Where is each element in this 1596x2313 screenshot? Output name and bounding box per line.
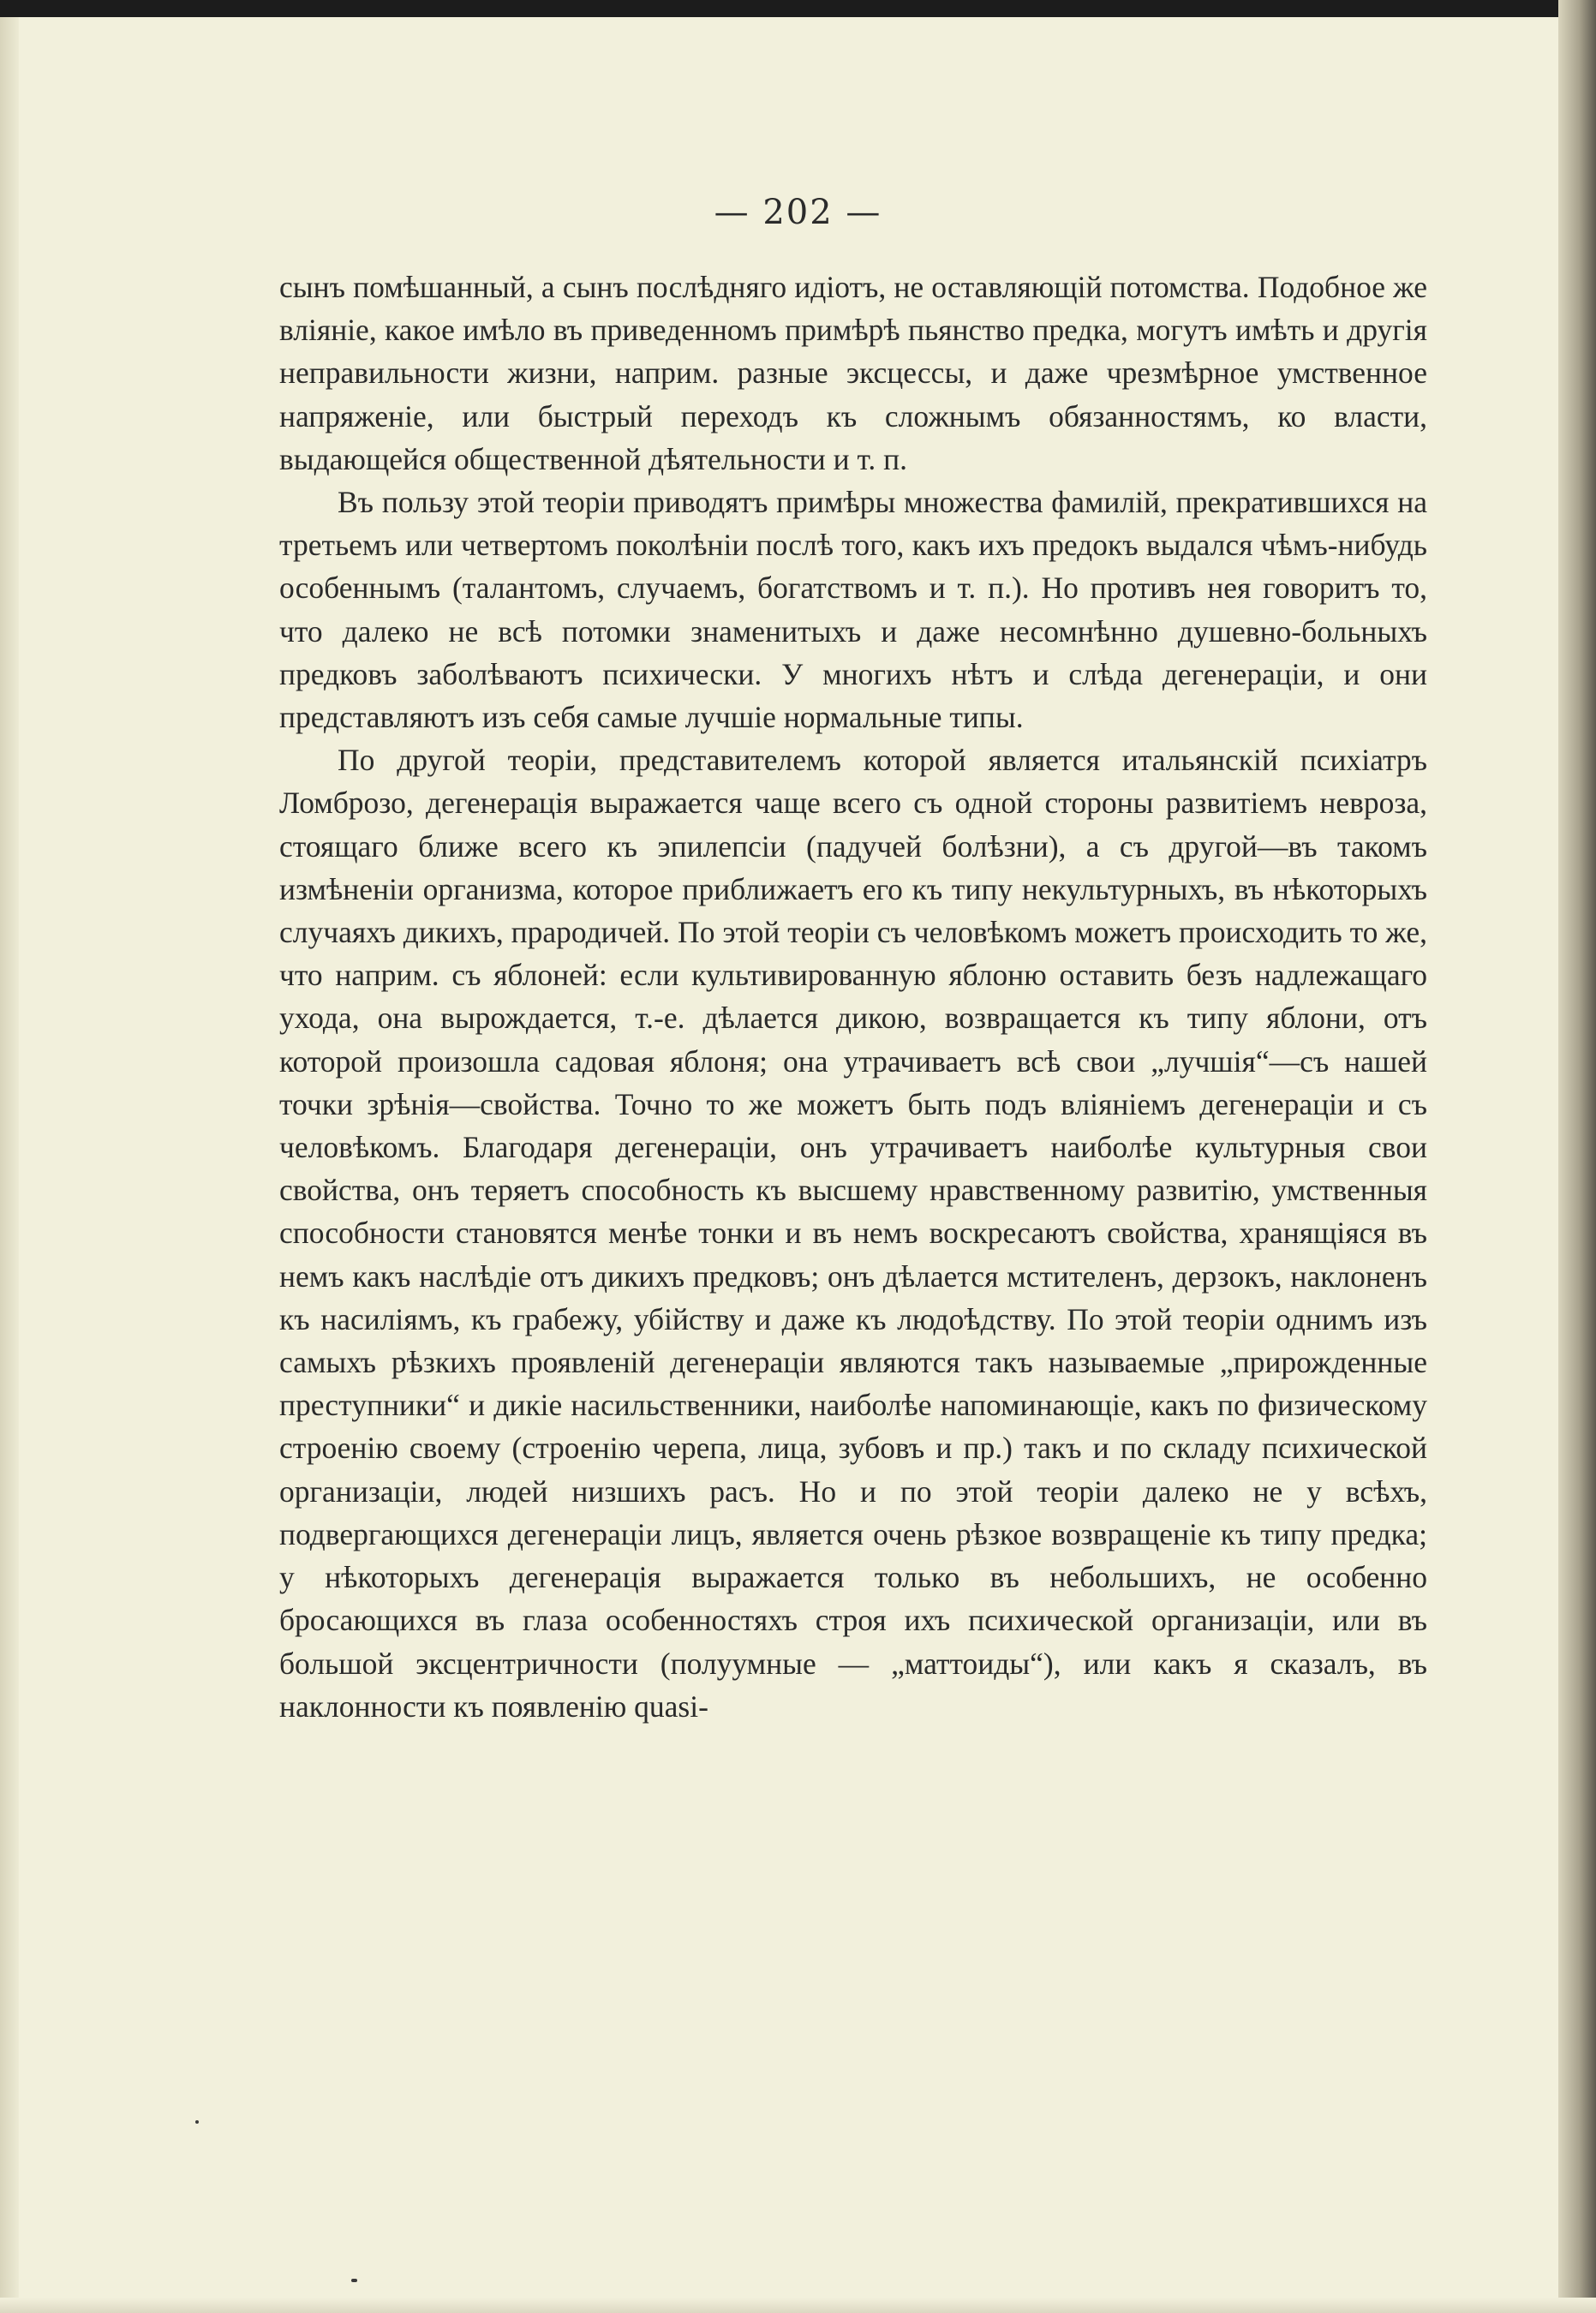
scan-right-margin-shadow — [1558, 0, 1596, 2313]
paragraph-2: Въ пользу этой теоріи приводятъ примѣры множества фамилій, прекратившихся на третьемъ или четвертомъ поколѣніи послѣ того, какъ ихъ предокъ выдался чѣмъ-нибудь особеннымъ (талантомъ, случаемъ, богатствомъ и т. п.). Но противъ нея говоритъ то, что далеко не всѣ потомки знаменитыхъ и даже несомнѣнно душевно-больныхъ предковъ заболѣваютъ психически. У многихъ нѣтъ и слѣда дегенераціи, и они представляютъ изъ себя самые лучшіе нормальные типы. — [279, 485, 1427, 735]
ink-speck — [195, 2120, 199, 2124]
page-number: — 202 — — [714, 193, 882, 232]
ink-speck — [351, 2279, 357, 2282]
body-text — [279, 266, 1427, 1728]
paragraph-3: По другой теоріи, представителемъ которой является итальянскій психіатръ Ломброзо, дегенерація выражается чаще всего съ одной стороны развитіемъ невроза, стоящаго ближе всего къ эпилепсіи (падучей болѣзни), а съ другой—въ такомъ измѣненіи организма, которое приближаетъ его къ типу некультурныхъ, въ нѣкоторыхъ случаяхъ дикихъ, прародичей. По этой теоріи съ человѣкомъ можетъ происходить то же, что наприм. съ яблоней: если культивированную яблоню оставить безъ надлежащаго ухода, она вырождается, т.-е. дѣлается дикою, возвращается къ типу яблони, отъ которой произошла садовая яблоня; она утрачиваетъ всѣ свои „лучшія“—съ нашей точки зрѣнія—свойства. Точно то же можетъ быть подъ вліяніемъ дегенераціи и съ человѣкомъ. Благодаря дегенераціи, онъ утрачиваетъ наиболѣе культурныя свои свойства, онъ теряетъ способность къ высшему нравственному развитію, умственныя способности становятся менѣе тонки и въ немъ воскресаютъ свойства, хранящіяся въ немъ какъ наслѣдіе отъ дикихъ предковъ; онъ дѣлается мстителенъ, дерзокъ, наклоненъ къ насиліямъ, къ грабежу, убійству и даже къ людоѣдству. По этой теоріи однимъ изъ самыхъ рѣзкихъ проявленій дегенераціи являются такъ называемые „прирожденные преступники“ и дикіе насильственники, наиболѣе напоминающіе, какъ по физическому строенію своему (строенію черепа, лица, зубовъ и пр.) такъ и по складу психической организаціи, людей низшихъ расъ. Но и по этой теоріи далеко не у всѣхъ, подвергающихся дегенераціи лицъ, является очень рѣзкое возвращеніе къ типу предка; у нѣкоторыхъ дегенерація выражается только въ небольшихъ, не особенно бросающихся въ глаза особенностяхъ строя ихъ психической организаціи, или въ большой эксцентричности (полуумные — „маттоиды“), или какъ я сказалъ, въ наклонности къ появленію quasi- — [279, 743, 1427, 1724]
scan-left-margin-shadow — [0, 17, 19, 2313]
scan-bottom-border — [0, 2298, 1596, 2313]
paragraph-1: сынъ помѣшанный, а сынъ послѣдняго идіотъ, не оставляющій потомства. Подобное же вліяніе, какое имѣло въ приведенномъ примѣрѣ пьянство предка, могутъ имѣть и другія неправильности жизни, наприм. разные эксцессы, и даже чрезмѣрное умственное напряженіе, или быстрый переходъ къ сложнымъ обязанностямъ, ко власти, выдающейся общественной дѣятельности и т. п. — [279, 270, 1427, 476]
scan-top-border — [0, 0, 1596, 17]
